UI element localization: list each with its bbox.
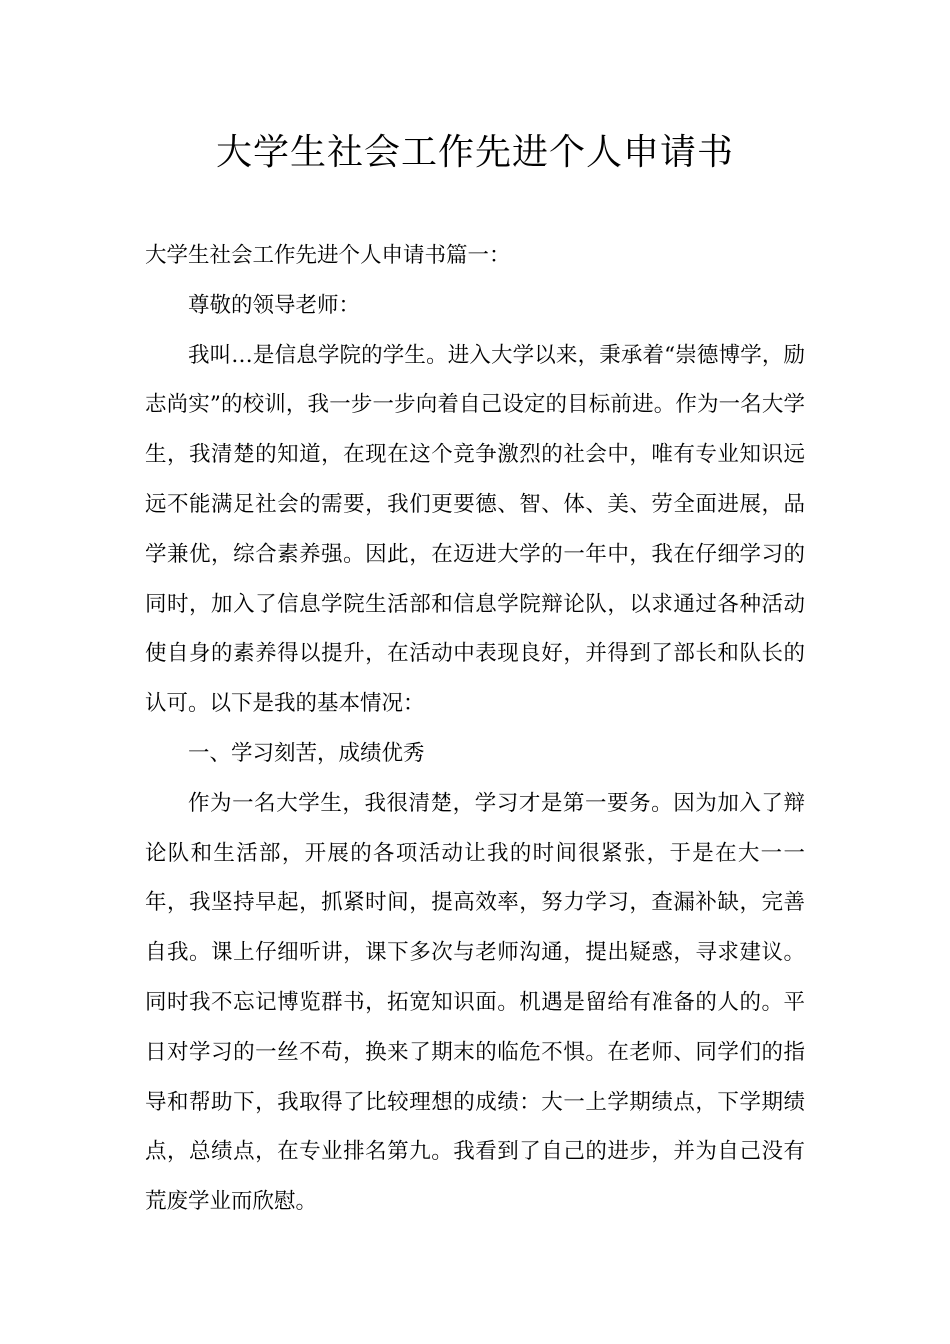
document-title: 大学生社会工作先进个人申请书 [215,132,734,173]
salutation: 尊敬的领导老师： [188,292,361,318]
paragraph-study: 作为一名大学生，我很清楚，学习才是第一要务。因为加入了辩论队和生活部，开展的各项活动让我的时间很紧张，于是在大一一年，我坚持早起，抓紧时间，提高效率，努力学习，查漏补缺，完善自我。课上仔细听讲，课下多次与老师沟通，提出疑惑，寻求建议。同时我不忘记博览群书，拓宽知识面。机遇是留给有准备的人的。平日对学习的一丝不苟，换来了期末的临危不惧。在老师、同学们的指导和帮助下，我取得了比较理想的成绩：大一上学期绩点，下学期绩点，总绩点，在专业排名第九。我看到了自己的进步，并为自己没有荒废学业而欣慰。 [145,790,805,1215]
paragraph-intro: 我叫…是信息学院的学生。进入大学以来，秉承着“崇德博学，励志尚实”的校训，我一步一步向着自己设定的目标前进。作为一名大学生，我清楚的知道，在现在这个竞争激烈的社会中，唯有专业知识远远不能满足社会的需要，我们更要德、智、体、美、劳全面进展，品学兼优，综合素养强。因此，在迈进大学的一年中，我在仔细学习的同时，加入了信息学院生活部和信息学院辩论队，以求通过各种活动使自身的素养得以提升，在活动中表现良好，并得到了部长和队长的认可。以下是我的基本情况： [145,342,805,717]
document-body [145,231,805,1227]
subheading-study: 一、学习刻苦，成绩优秀 [188,740,425,766]
section-heading: 大学生社会工作先进个人申请书篇一： [145,243,511,268]
